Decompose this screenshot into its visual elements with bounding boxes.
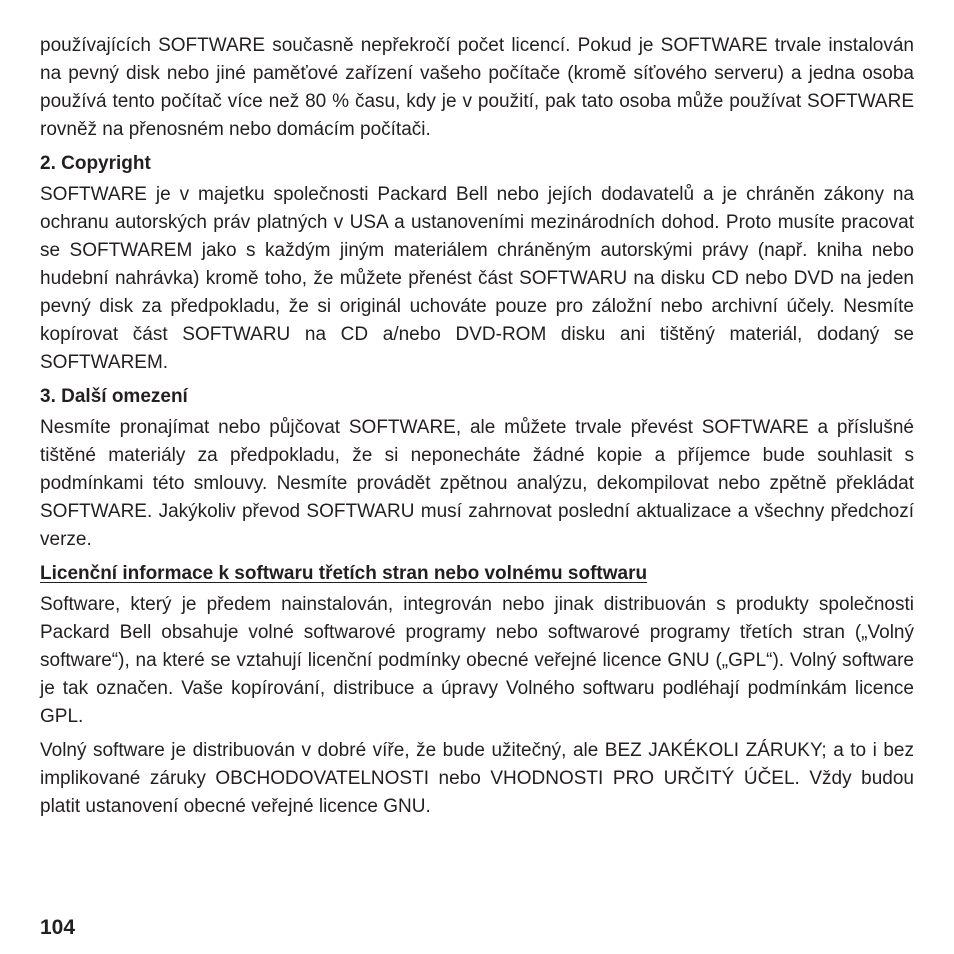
section-heading-other-restrictions: 3. Další omezení: [40, 386, 188, 407]
paragraph-no-warranty: Volný software je distribuován v dobré víře, že bude užitečný, ale BEZ JAKÉKOLI ZÁRUKY; a to i bez implikované záruky OBCHODOVATELNOSTI nebo VHODNOSTI PRO URČITÝ ÚČEL. Vždy budou platit ustanovení obecné veřejné licence GNU.: [40, 740, 914, 817]
section-heading-copyright: 2. Copyright: [40, 153, 151, 174]
section-heading-third-party-license: Licenční informace k softwaru třetích stran nebo volnému softwaru: [40, 563, 648, 584]
document-body: [40, 32, 914, 821]
paragraph-free-software-gpl: Software, který je předem nainstalován, integrován nebo jinak distribuován s produkty společnosti Packard Bell obsahuje volné softwarové programy nebo softwarové programy třetích stran („Volný software“), na které se vztahují licenční podmínky obecné veřejné licence GNU („GPL“). Volný software je tak označen. Vaše kopírování, distribuce a úpravy Volného softwaru podléhají podmínkám licence GPL.: [40, 594, 914, 727]
paragraph-copyright: SOFTWARE je v majetku společnosti Packard Bell nebo jejích dodavatelů a je chráněn zákony na ochranu autorských práv platných v USA a ustanoveními mezinárodních dohod. Proto musíte pracovat se SOFTWAREM jako s každým jiným materiálem chráněným autorskými právy (např. kniha nebo hudební nahrávka) kromě toho, že můžete přenést část SOFTWARU na disku CD nebo DVD na jeden pevný disk za předpokladu, že si originál uchováte pouze pro záložní nebo archivní účely. Nesmíte kopírovat část SOFTWARU na CD a/nebo DVD-ROM disku ani tištěný materiál, dodaný se SOFTWAREM.: [40, 184, 914, 373]
paragraph-other-restrictions: Nesmíte pronajímat nebo půjčovat SOFTWARE, ale můžete trvale převést SOFTWARE a příslušné tištěné materiály za předpokladu, že si neponecháte žádné kopie a příjemce bude souhlasit s podmínkami této smlouvy. Nesmíte provádět zpětnou analýzu, dekompilovat nebo zpětně překládat SOFTWARE. Jakýkoliv převod SOFTWARU musí zahrnovat poslední aktualizace a všechny předchozí verze.: [40, 417, 914, 550]
paragraph-license-usage: používajících SOFTWARE současně nepřekročí počet licencí. Pokud je SOFTWARE trvale instalován na pevný disk nebo jiné paměťové zařízení vašeho počítače (kromě síťového serveru) a jedna osoba používá tento počítač více než 80 % času, kdy je v použití, pak tato osoba může používat SOFTWARE rovněž na přenosném nebo domácím počítači.: [40, 35, 914, 140]
page-number: 104: [40, 916, 76, 939]
